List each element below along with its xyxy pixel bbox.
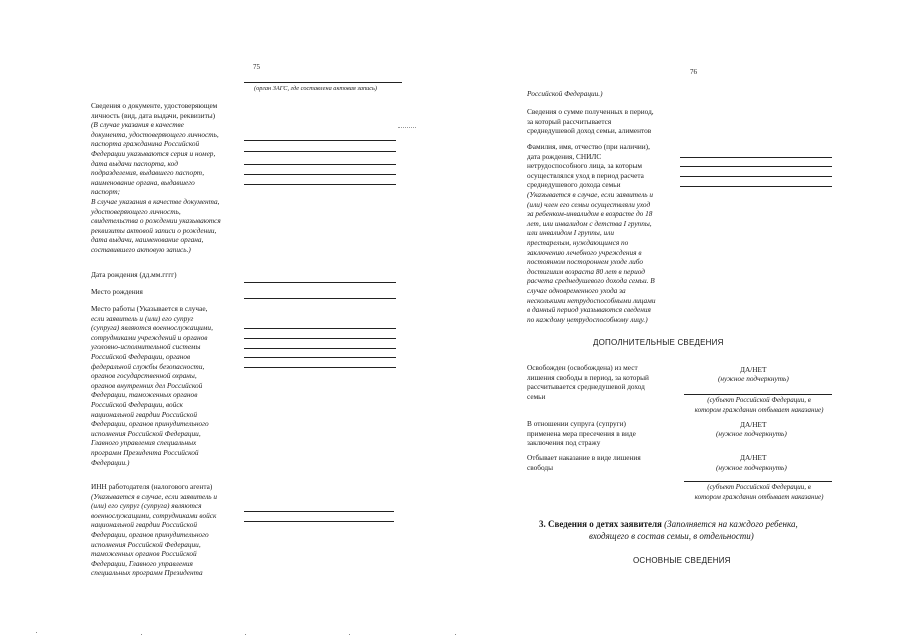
work-line: Российской Федерации, органов [91, 351, 191, 361]
caregiver-note-line: престарелым, нуждающимся по [527, 237, 629, 247]
document-label-2: личность (вид, дата выдачи, реквизиты) [91, 110, 216, 120]
work-field-line-1[interactable] [244, 328, 396, 329]
released-line: лишения свободы в период, за который [527, 372, 649, 382]
released-yes-no[interactable]: ДА/НЕТ [740, 365, 767, 374]
section3-title: 3. Сведения о детях заявителя [539, 519, 662, 529]
section3-heading [539, 518, 839, 530]
inn-line: Федерации, Главного управления [91, 558, 193, 568]
work-line: сотрудниками учреждений и органов [91, 332, 208, 342]
inn-line: исполнения Российской Федерации, [91, 539, 201, 549]
caregiver-field-line-1[interactable] [680, 157, 832, 158]
note-line: В случае указания в качестве документа, [91, 196, 220, 206]
detention-block [527, 419, 707, 448]
alimony-line: за который рассчитывается [527, 116, 612, 126]
caption-line: котором гражданин отбывает наказание) [694, 492, 824, 501]
inn-field-line-1[interactable] [244, 511, 394, 512]
serving-block [527, 453, 707, 472]
zags-line [244, 82, 402, 83]
released-underline-hint: (нужное подчеркнуть) [718, 374, 789, 383]
work-line: органов государственной охраны, [91, 371, 197, 381]
work-line: если заявитель и (или) его супруг [91, 313, 194, 323]
work-line: Федерации, органов принудительного [91, 419, 209, 429]
scan-artifact [398, 127, 416, 129]
top-fragment: Российской Федерации.) [527, 89, 603, 98]
zags-caption: (орган ЗАГС, где составлена актовая запись) [254, 85, 378, 92]
basic-info-header: ОСНОВНЫЕ СВЕДЕНИЯ [633, 556, 731, 565]
inn-line: национальной гвардии Российской [91, 520, 197, 530]
detention-line: применена мера пресечения в виде [527, 428, 636, 438]
inn-line: таможенных органов Российской [91, 549, 197, 559]
document-label: Сведения о документе, удостоверяющем [91, 101, 218, 110]
work-line: национальной гвардии Российской [91, 409, 197, 419]
document-field-line-2[interactable] [244, 151, 396, 152]
inn-field-line-2[interactable] [244, 521, 394, 522]
inn-line: (или) его супруг (супруга) являются [91, 501, 202, 511]
caregiver-note-line: несколькими нетрудоспособными лицами [527, 295, 656, 305]
caregiver-note-line: (или) член его семьи осуществляли уход [527, 199, 651, 209]
inn-block [91, 482, 271, 578]
work-line: органов внутренних дел Российской [91, 380, 203, 390]
released-region-line[interactable] [684, 394, 832, 395]
caregiver-note-line: заключению лечебного учреждения в [527, 247, 642, 257]
note-line: паспорта гражданина Российской [91, 139, 200, 149]
note-line: дата выдачи паспорта, код [91, 158, 178, 168]
page-number-left: 75 [253, 63, 260, 71]
serving-yes-no[interactable]: ДА/НЕТ [740, 453, 767, 462]
caregiver-note-line: за ребенком-инвалидом в возрасте до 18 [527, 209, 653, 219]
note-line: дата выдачи, наименование органа, [91, 235, 204, 245]
inn-line: ИНН работодателя (налогового агента) [91, 482, 213, 491]
note-line: Федерации указываются серия и номер, [91, 148, 216, 158]
work-line: программ Президента Российской [91, 447, 199, 457]
inn-line: Федерации, органов принудительного [91, 529, 209, 539]
additional-info-header: ДОПОЛНИТЕЛЬНЫЕ СВЕДЕНИЯ [593, 338, 724, 347]
released-line: семьи [527, 391, 546, 401]
work-line: Федерации, таможенных органов [91, 390, 198, 400]
released-line: рассчитывается среднедушевой доход [527, 382, 645, 392]
caregiver-line: осуществлялся уход в период расчета [527, 170, 644, 180]
serving-region-line[interactable] [684, 481, 832, 482]
work-line: Главного управления специальных [91, 438, 197, 448]
detention-line: заключения под стражу [527, 438, 601, 448]
work-line: уголовно-исполнительной системы [91, 342, 201, 352]
page-number-right: 76 [690, 68, 697, 76]
birth-place-label: Место рождения [91, 287, 143, 296]
caregiver-line: дата рождения, СНИЛС [527, 151, 602, 161]
caregiver-note-line: случае одновременного ухода за [527, 285, 626, 295]
work-line: (супруга) являются военнослужащими, [91, 323, 213, 333]
work-field-line-5[interactable] [244, 367, 396, 368]
serving-line: свободы [527, 462, 554, 472]
work-field-line-2[interactable] [244, 338, 396, 339]
caption-line: котором гражданин отбывает наказание) [694, 405, 824, 414]
note-line: паспорт; [91, 187, 121, 197]
section3-note-1: (Заполняется на каждого ребенка, [664, 519, 798, 529]
caregiver-note-line: по каждому нетрудоспособному лицу.) [527, 314, 648, 324]
work-line: Федерации.) [91, 457, 130, 467]
alimony-line: среднедушевой доход семьи, алиментов [527, 126, 652, 136]
scan-artifact [245, 634, 246, 635]
scan-artifact [349, 634, 350, 635]
document-field-line-4[interactable] [244, 174, 396, 175]
note-line: удостоверяющего личность, [91, 206, 181, 216]
note-line: свидетельства о рождении указываются [91, 216, 221, 226]
work-line: исполнения Российской Федерации, [91, 428, 201, 438]
scan-artifact [141, 634, 142, 635]
caregiver-note-line: расчета среднедушевого дохода семьи. В [527, 276, 655, 286]
caregiver-field-line-4[interactable] [680, 186, 832, 187]
released-line: Освобожден (освобождена) из мест [527, 363, 638, 372]
serving-region-caption [668, 483, 850, 502]
alimony-block [527, 107, 717, 136]
caregiver-note-line: или инвалидом I группы, или [527, 228, 614, 238]
inn-line: военнослужащими, сотрудниками войск [91, 510, 217, 520]
note-line: составившего актовую запись.) [91, 244, 191, 254]
section3-note-2: входящего в состав семьи, в отдельности) [589, 531, 754, 541]
caregiver-note-line: (Указывается в случае, если заявитель и [527, 189, 654, 199]
note-line: реквизиты актовой записи о рождении, [91, 225, 217, 235]
released-region-caption [668, 396, 850, 415]
caregiver-note-line: в данный период указываются сведения [527, 305, 651, 315]
note-line: подразделения, выдавшего паспорт, [91, 168, 205, 178]
note-line: документа, удостоверяющего личность, [91, 129, 219, 139]
work-line: Российской Федерации, войск [91, 399, 183, 409]
work-line: Место работы (Указывается в случае, [91, 304, 208, 313]
detention-underline-hint: (нужное подчеркнуть) [716, 429, 787, 438]
caregiver-line: Фамилия, имя, отчество (при наличии), [527, 142, 650, 151]
birth-date-line[interactable] [244, 282, 396, 283]
detention-yes-no[interactable]: ДА/НЕТ [740, 420, 767, 429]
caption-line: (субъект Российской Федерации, в [707, 396, 811, 404]
note-line: (В случае указания в качестве [91, 120, 184, 130]
work-field-line-3[interactable] [244, 348, 396, 349]
inn-line: специальных программ Президента [91, 568, 203, 578]
caregiver-note-line: лет, или инвалидом с детства I группы, [527, 218, 652, 228]
caregiver-note-line: достигшим возраста 80 лет в период [527, 266, 645, 276]
alimony-line: Сведения о сумме полученных в период, [527, 107, 654, 116]
inn-line: (Указывается в случае, если заявитель и [91, 491, 218, 501]
document-field-line-1[interactable] [244, 140, 396, 141]
scan-artifact [455, 634, 456, 635]
caregiver-note-line: постоянном постороннем уходе либо [527, 257, 644, 267]
detention-line: В отношении супруга (супруги) [527, 419, 626, 428]
birth-place-line[interactable] [244, 298, 396, 299]
caregiver-line: среднедушевого дохода семьи [527, 180, 621, 190]
work-field-line-4[interactable] [244, 357, 396, 358]
caregiver-line: нетрудоспособного лица, за которым [527, 161, 643, 171]
caregiver-field-line-2[interactable] [680, 166, 832, 167]
caption-line: (субъект Российской Федерации, в [707, 483, 811, 491]
work-line: федеральной службы безопасности, [91, 361, 205, 371]
caregiver-field-line-3[interactable] [680, 176, 832, 177]
birth-date-label: Дата рождения (дд.мм.гггг) [91, 270, 177, 279]
scan-artifact [36, 632, 37, 633]
serving-underline-hint: (нужное подчеркнуть) [716, 463, 787, 472]
document-field-line-5[interactable] [244, 184, 396, 185]
document-field-line-3[interactable] [244, 164, 396, 165]
serving-line: Отбывает наказание в виде лишения [527, 453, 641, 462]
note-line: наименование органа, выдавшего [91, 177, 195, 187]
caregiver-block [527, 142, 717, 324]
